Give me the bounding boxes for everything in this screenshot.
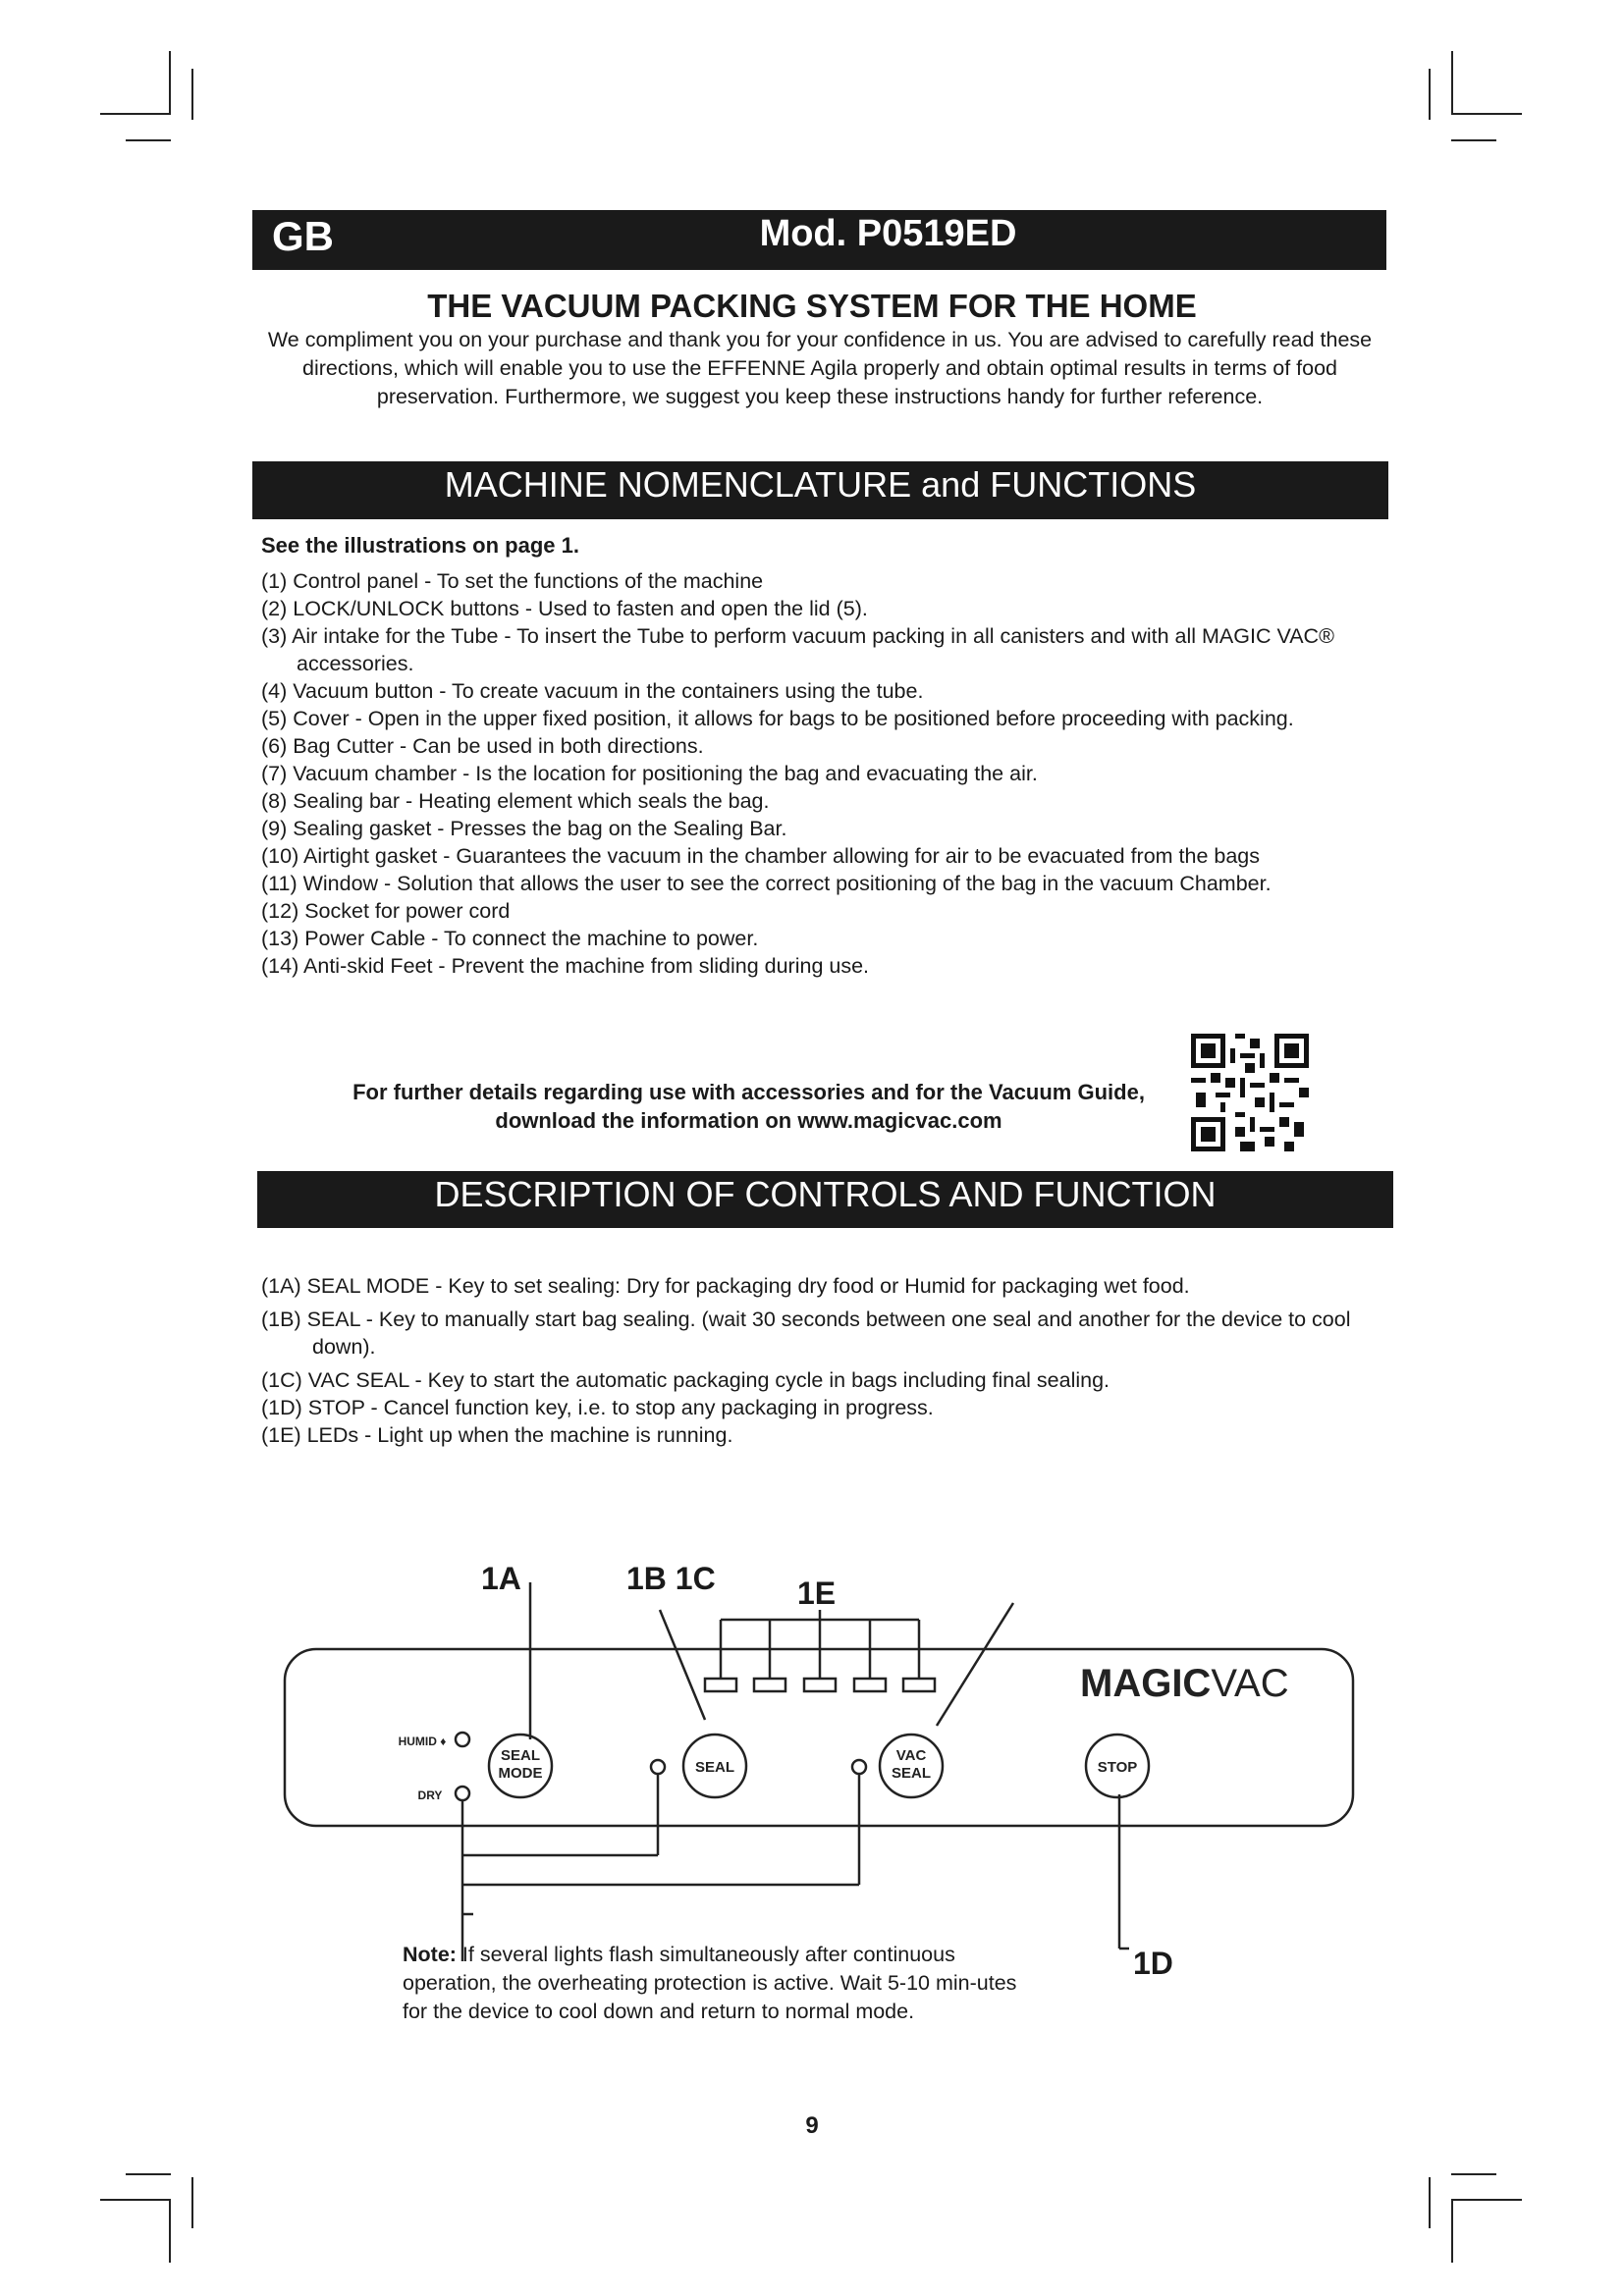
further-line-1: For further details regarding use with accessories and for the Vacuum Guide, — [352, 1080, 1145, 1104]
brand-light: VAC — [1211, 1662, 1289, 1705]
label-1a: 1A — [481, 1561, 521, 1596]
list-item: (9) Sealing gasket - Presses the bag on the Sealing Bar. — [261, 817, 787, 840]
list-item: (3) Air intake for the Tube - To insert the Tube to perform vacuum packing in all canisters and with all MAGIC VAC® accessories. — [261, 624, 1334, 675]
vac-seal-label-1: VAC — [895, 1747, 927, 1764]
humid-led — [456, 1733, 469, 1746]
seal-mode-label-2: MODE — [498, 1765, 543, 1782]
list-item: (12) Socket for power cord — [261, 899, 511, 923]
led-2 — [754, 1679, 785, 1691]
note-label: Note: — [403, 1943, 457, 1966]
brand-logo — [1080, 1662, 1289, 1705]
page-number: 9 — [805, 2112, 819, 2139]
overheating-note — [403, 1941, 1031, 2026]
list-item: (13) Power Cable - To connect the machine to power. — [261, 927, 759, 950]
list-item: (4) Vacuum button - To create vacuum in the containers using the tube. — [261, 679, 924, 703]
seal-label: SEAL — [694, 1759, 735, 1776]
led-4 — [854, 1679, 886, 1691]
label-1d: 1D — [1133, 1946, 1173, 1981]
intro-paragraph: We compliment you on your purchase and thank you for your confidence in us. You are advised to carefully read these directions, which will enable you to use the EFFENNE Agila properly and obtain optimal results in terms of food preservation. Furthermore, we suggest you keep these instructions handy for further reference. — [267, 328, 1373, 408]
led-5 — [903, 1679, 935, 1691]
list-item: (7) Vacuum chamber - Is the location for positioning the bag and evacuating the air. — [261, 762, 1038, 785]
list-item: (1) Control panel - To set the functions of the machine — [261, 569, 764, 593]
model-number: Mod. P0519ED — [759, 213, 1017, 254]
list-item: (1D) STOP - Cancel function key, i.e. to stop any packaging in progress. — [261, 1396, 934, 1419]
label-1e: 1E — [797, 1575, 837, 1611]
led-1 — [705, 1679, 736, 1691]
list-item: (10) Airtight gasket - Guarantees the vacuum in the chamber allowing for air to be evacuated from the bags — [261, 844, 1261, 868]
page-title: THE VACUUM PACKING SYSTEM FOR THE HOME — [427, 288, 1197, 324]
dry-label: DRY — [417, 1789, 443, 1802]
humid-label: HUMID ♦ — [398, 1735, 447, 1748]
list-item: (1B) SEAL - Key to manually start bag sealing. (wait 30 seconds between one seal and another for the device to cool down). — [261, 1308, 1351, 1359]
led-3 — [804, 1679, 836, 1691]
seal-mode-label-1: SEAL — [500, 1747, 541, 1764]
see-illustrations-note: See the illustrations on page 1. — [261, 533, 579, 558]
further-line-2: download the information on www.magicvac.com — [495, 1108, 1002, 1133]
list-item: (1E) LEDs - Light up when the machine is running. — [261, 1423, 733, 1447]
list-item: (11) Window - Solution that allows the user to see the correct positioning of the bag in the vacuum Chamber. — [261, 872, 1272, 895]
list-item: (1C) VAC SEAL - Key to start the automatic packaging cycle in bags including final sealing. — [261, 1368, 1110, 1392]
label-1b-1c: 1B 1C — [626, 1561, 716, 1596]
list-item: (8) Sealing bar - Heating element which seals the bag. — [261, 789, 770, 813]
country-code: GB — [272, 213, 334, 259]
dry-led — [456, 1787, 469, 1800]
seal-indicator-led — [651, 1760, 665, 1774]
nomenclature-heading: MACHINE NOMENCLATURE and FUNCTIONS — [444, 464, 1197, 505]
vac-seal-label-2: SEAL — [891, 1765, 932, 1782]
list-item: (1A) SEAL MODE - Key to set sealing: Dry for packaging dry food or Humid for packaging wet food. — [261, 1274, 1190, 1298]
list-item: (5) Cover - Open in the upper fixed position, it allows for bags to be positioned before proceeding with packing. — [261, 707, 1294, 730]
list-item: (6) Bag Cutter - Can be used in both directions. — [261, 734, 704, 758]
list-item: (2) LOCK/UNLOCK buttons - Used to fasten and open the lid (5). — [261, 597, 868, 620]
list-item: (14) Anti-skid Feet - Prevent the machine from sliding during use. — [261, 954, 870, 978]
vac-seal-indicator-led — [852, 1760, 866, 1774]
controls-heading: DESCRIPTION OF CONTROLS AND FUNCTION — [434, 1174, 1217, 1214]
note-text: If several lights flash simultaneously after continuous operation, the overheating protection is active. Wait 5-10 min-utes for the device to cool down and return to normal mode. — [403, 1943, 1017, 2023]
brand-bold: MAGIC — [1080, 1662, 1212, 1705]
stop-label: STOP — [1097, 1759, 1138, 1776]
